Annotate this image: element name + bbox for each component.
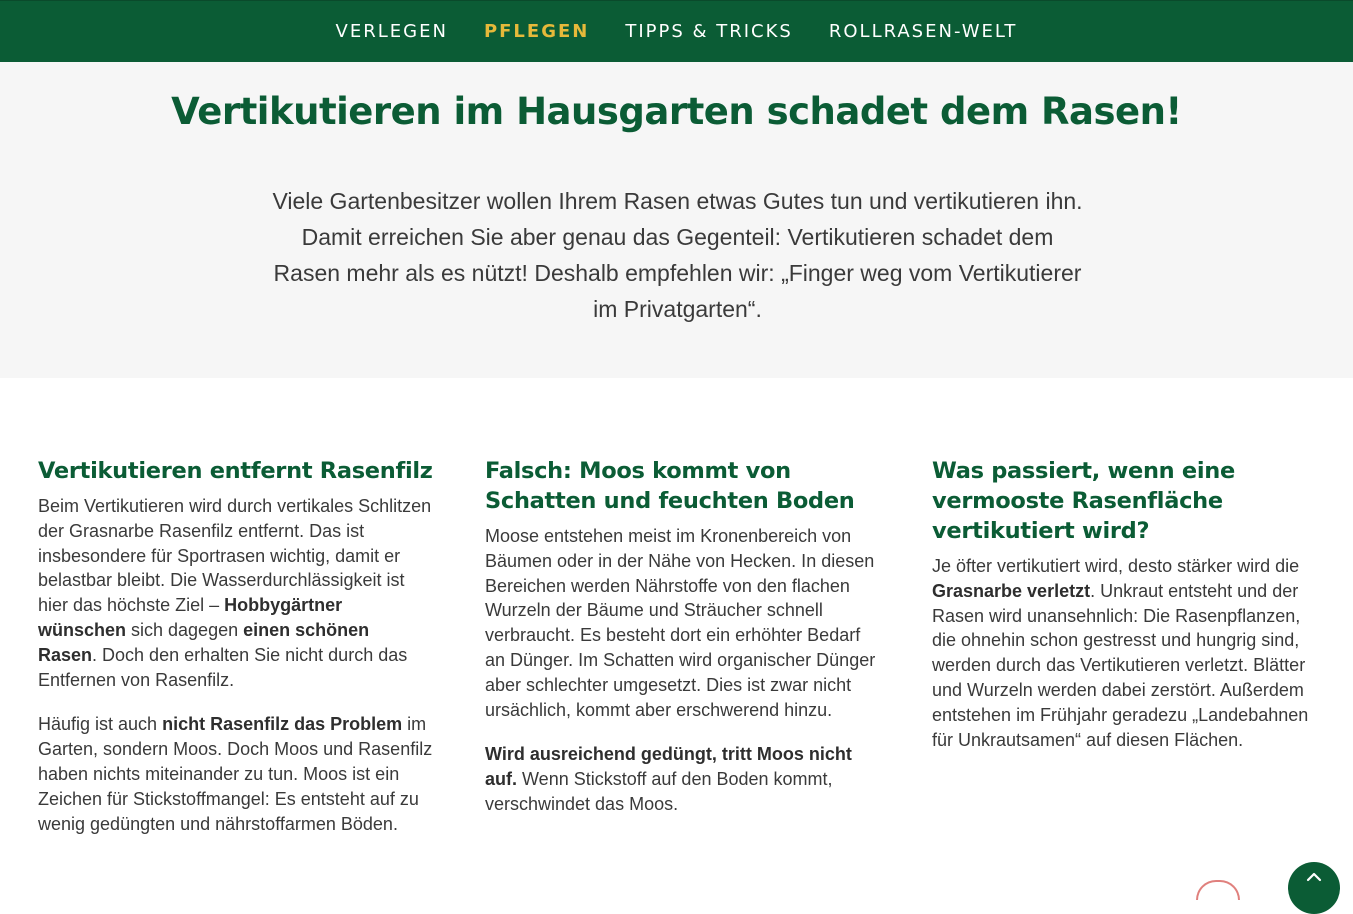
- bold-text: einen schönen Rasen: [38, 619, 370, 665]
- column-paragraph: [38, 712, 433, 836]
- chevron-up-icon: [1306, 862, 1322, 887]
- column-heading: Falsch: Moos kommt von Schatten und feuchten Boden: [485, 458, 855, 514]
- hero-section: [0, 62, 1353, 378]
- intro-text: Viele Gartenbesitzer wollen Ihrem Rasen etwas Gutes tun und vertikutieren ihn. Damit erreichen Sie aber genau das Gegenteil: Vertikutieren schadet dem Rasen mehr als es nützt! Deshalb empfehlen wir: „Finger weg vom Vertikutierer im Privatgarten“.: [272, 188, 1083, 322]
- text-span: sich dagegen: [126, 619, 244, 640]
- bold-text: Grasnarbe verletzt: [932, 580, 1091, 601]
- nav-item-tipps-tricks[interactable]: TIPPS & TRICKS: [625, 21, 793, 42]
- scroll-to-top-button[interactable]: [1288, 862, 1340, 914]
- nav-item-verlegen[interactable]: VERLEGEN: [335, 21, 448, 42]
- text-span: Häufig ist auch: [38, 714, 163, 735]
- bold-text: nicht Rasenfilz das Problem: [162, 714, 403, 735]
- column-moos-schatten: [485, 456, 880, 837]
- page-title: Vertikutieren im Hausgarten schadet dem Rasen!: [171, 90, 1182, 133]
- text-span: . Unkraut entsteht und der Rasen wird unansehnlich: Die Rasenpflanzen, die ohnehin schon gestresst und hungrig sind, werden durch das Vertikutieren verletzt. Blätter und Wurzeln werden dabei zerstört. Außerdem entstehen im Frühjahr geradezu „Landebahnen für Unkrautsamen“ auf diesen Flächen.: [932, 580, 1309, 750]
- nav-item-pflegen[interactable]: PFLEGEN: [483, 21, 590, 42]
- column-vermooste-flaeche: [932, 456, 1327, 772]
- column-rasenfilz: [38, 456, 433, 856]
- content-columns: [0, 378, 1353, 885]
- text-span: Moose entstehen meist im Kronenbereich von Bäumen oder in der Nähe von Hecken. In diesen Bereichen werden Nährstoffe von den flachen Wurzeln der Bäume und Sträucher schnell verbraucht. Es besteht dort ein erhöhter Bedarf an Dünger. Im Schatten wird organischer Dünger aber schlechter umgesetzt. Dies ist zwar nicht ursächlich, kommt aber erschwerend hinzu.: [485, 526, 876, 720]
- column-heading: Vertikutieren entfernt Rasenfilz: [38, 458, 433, 484]
- text-span: Beim Vertikutieren wird durch vertikales Schlitzen der Grasnarbe Rasenfilz entfernt. Das ist insbesondere für Sportrasen wichtig, damit er belastbar bleibt. Die Wasserdurchlässigkeit ist hier das höchste Ziel –: [38, 496, 432, 616]
- column-heading: Was passiert, wenn eine vermooste Rasenfläche vertikutiert wird?: [932, 458, 1235, 544]
- bold-text: Wird ausreichend gedüngt, tritt Moos nicht auf.: [485, 744, 852, 790]
- bold-text: Hobbygärtner wünschen: [38, 595, 343, 640]
- column-paragraph: [38, 494, 433, 692]
- column-paragraph: [485, 742, 880, 816]
- column-paragraph: [932, 554, 1327, 752]
- text-span: im Garten, sondern Moos. Doch Moos und Rasenfilz haben nichts miteinander zu tun. Moos ist ein Zeichen für Stickstoffmangel: Es entsteht auf zu wenig gedüngten und nährstoffarmen Böden.: [38, 714, 433, 834]
- text-span: Je öfter vertikutiert wird, desto stärker wird die: [932, 556, 1300, 576]
- column-paragraph: [485, 524, 880, 722]
- text-span: . Doch den erhalten Sie nicht durch das Entfernen von Rasenfilz.: [38, 644, 408, 690]
- main-navigation: [0, 0, 1353, 62]
- nav-item-rollrasen-welt[interactable]: ROLLRASEN-WELT: [828, 21, 1018, 42]
- text-span: Wenn Stickstoff auf den Boden kommt, verschwindet das Moos.: [485, 769, 833, 814]
